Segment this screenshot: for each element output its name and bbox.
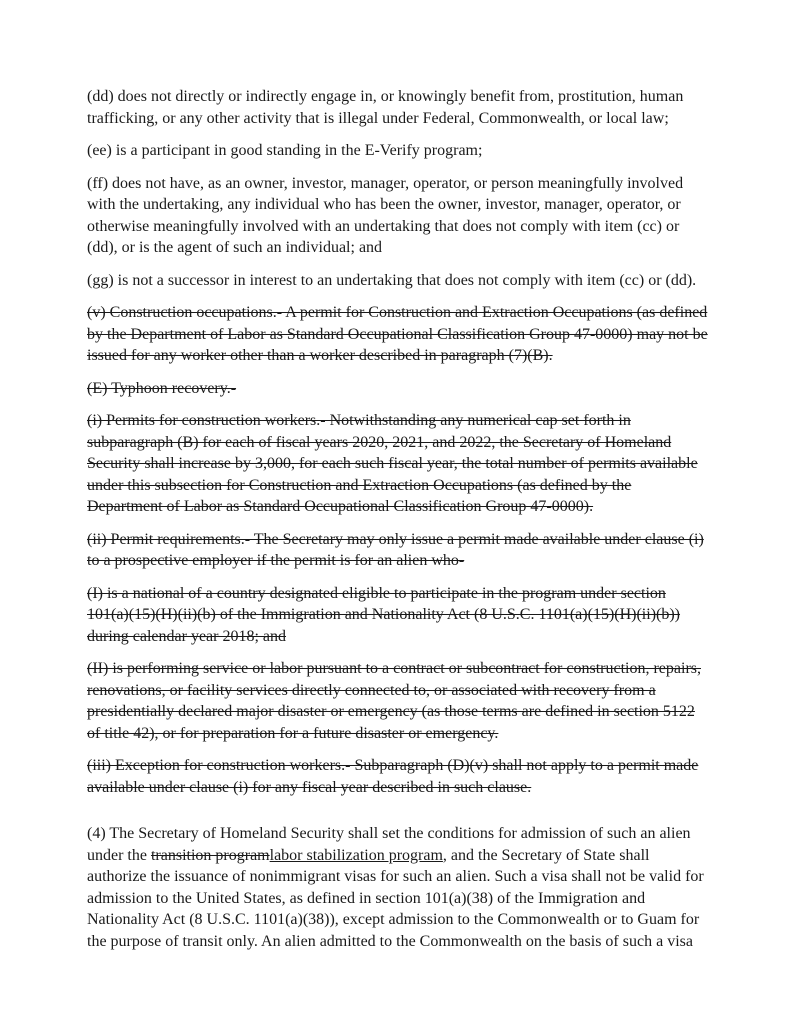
text-segment: (ii) Permit requirements.- The Secretary may only issue a permit made available under clause (i) to a prospective employer if the permit is for an alien who- [87,530,704,569]
paragraph-item-4-secretary-conditions [87,823,709,952]
text-segment: (i) Permits for construction workers.- Notwithstanding any numerical cap set forth in subparagraph (B) for each of fiscal years 2020, 2021, and 2022, the Secretary of Homeland Security shall increase by 3,000, for each such fiscal year, the total number of permits available under this subsection for Construction and Extraction Occupations (as defined by the Department of Labor as Standard Occupational Classification Group 47-0000). [87,412,698,515]
text-segment: (II) is performing service or labor pursuant to a contract or subcontract for construction, repairs, renovations, or facility services directly connected to, or associated with recovery from a presidentially declared major disaster or emergency (as those terms are defined in section 5122 of title 42), or for preparation for a future disaster or emergency. [87,660,701,742]
text-segment: transition program [150,846,270,864]
paragraph-item-iii-exception-construction-workers [87,755,709,798]
text-segment: labor stabilization program [269,846,443,864]
document-content [87,86,709,963]
text-segment: (dd) does not directly or indirectly engage in, or knowingly benefit from, prostitution, human trafficking, or any other activity that is illegal under Federal, Commonwealth, or local law; [87,88,684,127]
text-segment: (ee) is a participant in good standing in the E-Verify program; [87,142,483,159]
paragraph-item-ii-permit-requirements [87,529,709,572]
text-segment: , and the Secretary of State shall authorize the issuance of nonimmigrant visas for such an alien. Such a visa shall not be valid for admission to the United States, as defined in section 101(a)(38) of the Immigration and Nationality Act (8 U.S.C. 1101(a)(38)), except admission to the Commonwealth or to Guam for the purpose of transit only. An alien admitted to the Commonwealth on the basis of such a visa [87,846,704,950]
text-segment: (iii) Exception for construction workers.- Subparagraph (D)(v) shall not apply to a permit made available under clause (i) for any fiscal year described in such clause. [87,757,699,796]
paragraph-item-II-performing-service [87,658,709,744]
text-segment: (v) Construction occupations.- A permit for Construction and Extraction Occupations (as defined by the Department of Labor as Standard Occupational Classification Group 47-0000) may not be issued for any worker other than a worker described in paragraph (7)(B). [87,304,708,364]
paragraph-item-I-national-of-country [87,583,709,648]
paragraph-item-ff [87,173,709,259]
text-segment: (E) Typhoon recovery.- [87,379,237,397]
text-segment: (ff) does not have, as an owner, investor, manager, operator, or person meaningfully involved with the undertaking, any individual who has been the owner, investor, manager, operator, or otherwise meaningfully involved with an undertaking that does not comply with item (cc) or (dd), or is the agent of such an individual; and [87,174,684,256]
text-segment: (4) The Secretary of Homeland Security shall set the conditions for admission of such an alien under the [87,825,691,864]
text-segment: (gg) is not a successor in interest to an undertaking that does not comply with item (cc) or (dd). [87,271,697,289]
paragraph-item-v-construction-occupations [87,302,709,367]
paragraph-item-i-permits-for-construction-workers [87,410,709,518]
paragraph-item-E-typhoon-recovery [87,378,709,400]
paragraph-item-dd [87,86,709,129]
text-segment: (I) is a national of a country designated eligible to participate in the program under section 101(a)(15)(H)(ii)(b) of the Immigration and Nationality Act (8 U.S.C. 1101(a)(15)(H)(ii)(b)) during calendar year 2018; and [87,584,681,645]
paragraph-item-ee [87,140,709,162]
paragraph-item-gg [87,270,709,292]
